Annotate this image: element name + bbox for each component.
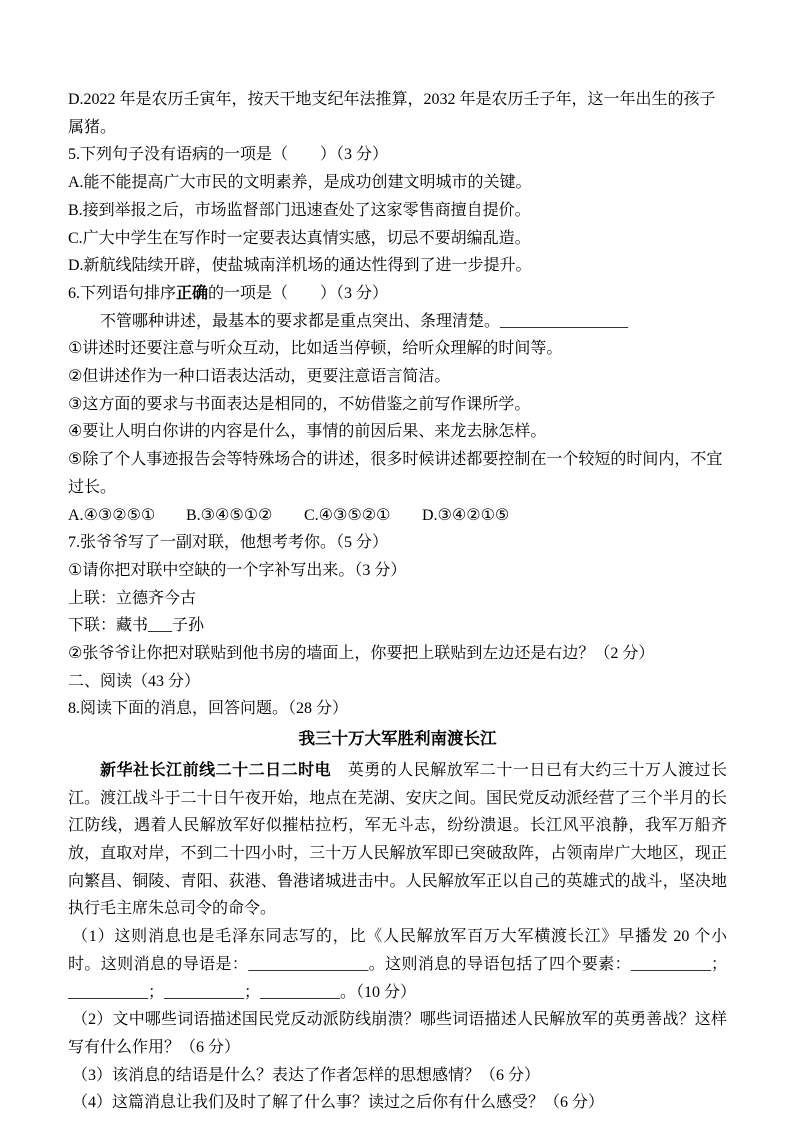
q7-part2: ②张爷爷让你把对联贴到他书房的墙面上，你要把上联贴到左边还是右边？（2 分） [68, 645, 655, 663]
q6-stem-prefix: 6.下列语句排序 [68, 284, 177, 302]
q6-sentence-1: ①讲述时还要注意与听众互动，比如适当停顿，给听众理解的时间等。 [68, 340, 563, 358]
q8-subquestion-2: （2）文中哪些词语描述国民党反动派防线崩溃？哪些词语描述人民解放军的英勇善战？这样写有什么作用？（6 分） [68, 1011, 727, 1056]
q4-option-d: D.2022 年是农历壬寅年，按天干地支纪年法推算，2032 年是农历壬子年，这一年出生的孩子属猪。 [68, 91, 716, 136]
q5-option-b: B.接到举报之后，市场监督部门迅速查处了这家零售商擅自提价。 [68, 201, 531, 219]
q6-lead-blank: ________________ [500, 312, 629, 330]
q7-stem: 7.张爷爷写了一副对联，他想考考你。（5 分） [68, 534, 389, 552]
q7-part1: ①请你把对联中空缺的一个字补写出来。（3 分） [68, 561, 407, 579]
q8-subquestion-1: （1）这则消息也是毛泽东同志写的，比《人民解放军百万大军横渡长江》早播发 20 个小时。这则消息的导语是：_______________。这则消息的导语包括了四个要素：__________；__________；__________；__________。（10 分） [68, 928, 727, 1001]
q6-sentence-5: ⑤除了个人事迹报告会等特殊场合的讲述，很多时候讲述都要控制在一个较短的时间内，不宜过长。 [68, 451, 723, 496]
q6-sentence-2: ②但讲述作为一种口语表达活动，更要注意语言简洁。 [68, 368, 451, 386]
q6-sentence-3: ③这方面的要求与书面表达是相同的，不妨借鉴之前写作课所学。 [68, 395, 531, 413]
q6-answer-option-a: A.④③②⑤① [68, 506, 156, 524]
q8-subquestion-4: （4）这篇消息让我们及时了解了什么事？读过之后你有什么感受？（6 分） [72, 1094, 605, 1112]
q8-stem: 8.阅读下面的消息，回答问题。（28 分） [68, 700, 349, 718]
q6-answer-option-c: C.④③⑤②① [304, 506, 391, 524]
section-2-heading: 二、阅读（43 分） [68, 672, 201, 690]
q6-lead-sentence [68, 308, 727, 336]
q7-lower-couplet [68, 612, 727, 640]
q6-answer-option-d: D.③④②①⑤ [422, 506, 510, 524]
news-article-body [68, 757, 727, 923]
q5-option-d: D.新航线陆续开辟，使盐城南洋机场的通达性得到了进一步提升。 [68, 257, 532, 275]
q7-lower-suffix: 子孙 [172, 617, 205, 635]
q6-sentence-4: ④要让人明白你讲的内容是什么，事情的前因后果、来龙去脉怎样。 [68, 423, 547, 441]
q6-lead-text: 不管哪种讲述，最基本的要求都是重点突出、条理清楚。 [100, 312, 501, 330]
q6-answer-option-b: B.③④⑤①② [186, 506, 273, 524]
q5-stem: 5.下列句子没有语病的一项是（ ）（3 分） [68, 146, 389, 164]
q5-option-c: C.广大中学生在写作时一定要表达真情实感，切忌不要胡编乱造。 [68, 229, 531, 247]
q7-lower-blank: ___ [148, 617, 173, 635]
q6-stem-bold: 正确 [176, 284, 209, 302]
q7-lower-prefix: 下联：藏书 [68, 617, 149, 635]
q5-option-a: A.能不能提高广大市民的文明素养，是成功创建文明城市的关键。 [68, 174, 532, 192]
news-body-text: 英勇的人民解放军二十一日已有大约三十万人渡过长江。渡江战斗于二十日午夜开始，地点在芜湖、安庆之间。国民党反动派经营了三个半月的长江防线，遇着人民解放军好似摧枯拉朽，军无斗志，纷纷溃退。长江风平浪静，我军万船齐放，直取对岸，不到二十四小时，三十万人民解放军即已突破敌阵，占领南岸广大地区，现正向繁昌、铜陵、青阳、荻港、鲁港诸城进击中。人民解放军正以自己的英雄式的战斗，坚决地执行毛主席朱总司令的命令。 [68, 761, 727, 918]
q8-subquestion-3: （3）该消息的结语是什么？表达了作者怎样的思想感情？（6 分） [72, 1066, 541, 1084]
news-dateline: 新华社长江前线二十二日二时电 [100, 761, 348, 779]
q6-stem [68, 280, 727, 308]
q6-stem-suffix: 的一项是（ ）（3 分） [208, 284, 389, 302]
news-article-title: 我三十万大军胜利南渡长江 [298, 729, 497, 749]
q7-upper-couplet: 上联：立德齐今古 [68, 589, 197, 607]
q6-answer-options-row [68, 502, 727, 530]
